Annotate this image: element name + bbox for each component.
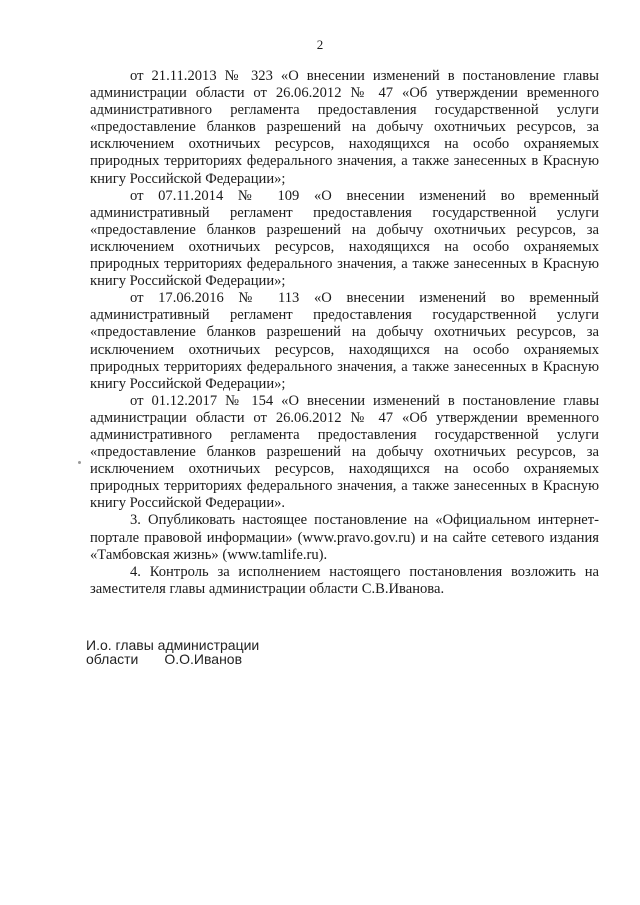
scan-speck: [78, 461, 81, 464]
signatory-title-region: области: [86, 651, 139, 667]
publication-clause: 3. Опубликовать настоящее постановление на «Официальном интернет-портале правовой информации» (www.pravo.gov.ru) и на сайте сетевого издания «Тамбовская жизнь» (www.tamlife.ru).: [90, 512, 599, 563]
control-clause: 4. Контроль за исполнением настоящего постановления возложить на заместителя главы администрации области С.В.Иванова.: [90, 563, 599, 597]
signatory-title-line2: [86, 652, 259, 666]
amendment-2013: от 21.11.2013 № 323 «О внесении изменений в постановление главы администрации области от 26.06.2012 № 47 «Об утверждении временного административного регламента предоставления государственной услуги «предоставление бланков разрешений на добычу охотничьих ресурсов, за исключением охотничьих ресурсов, находящихся на особо охраняемых природных территориях федерального значения, а также занесенных в Красную книгу Российской Федерации»;: [90, 68, 599, 187]
document-body: [90, 68, 599, 598]
signatory-title-line1: И.о. главы администрации: [86, 637, 260, 653]
amendment-2016: от 17.06.2016 № 113 «О внесении изменений во временный административный регламент предоставления государственной услуги «предоставление бланков разрешений на добычу охотничьих ресурсов, за исключением охотничьих ресурсов, находящихся на особо охраняемых природных территориях федерального значения, а также занесенных в Красную книгу Российской Федерации»;: [90, 290, 599, 392]
amendment-2014: от 07.11.2014 № 109 «О внесении изменений во временный административный регламент предоставления государственной услуги «предоставление бланков разрешений на добычу охотничьих ресурсов, за исключением охотничьих ресурсов, находящихся на особо охраняемых природных территориях федерального значения, а также занесенных в Красную книгу Российской Федерации»;: [90, 187, 599, 290]
signatory-name: О.О.Иванов: [164, 651, 243, 667]
amendment-2017: от 01.12.2017 № 154 «О внесении изменений в постановление главы администрации области от 26.06.2012 № 47 «Об утверждении временного административного регламента предоставления государственной услуги «предоставление бланков разрешений на добычу охотничьих ресурсов, за исключением охотничьих ресурсов, находящихся на особо охраняемых природных территориях федерального значения, а также занесенных в Красную книгу Российской Федерации».: [90, 392, 599, 512]
signature-block: [86, 638, 259, 666]
page-number: 2: [316, 37, 324, 52]
